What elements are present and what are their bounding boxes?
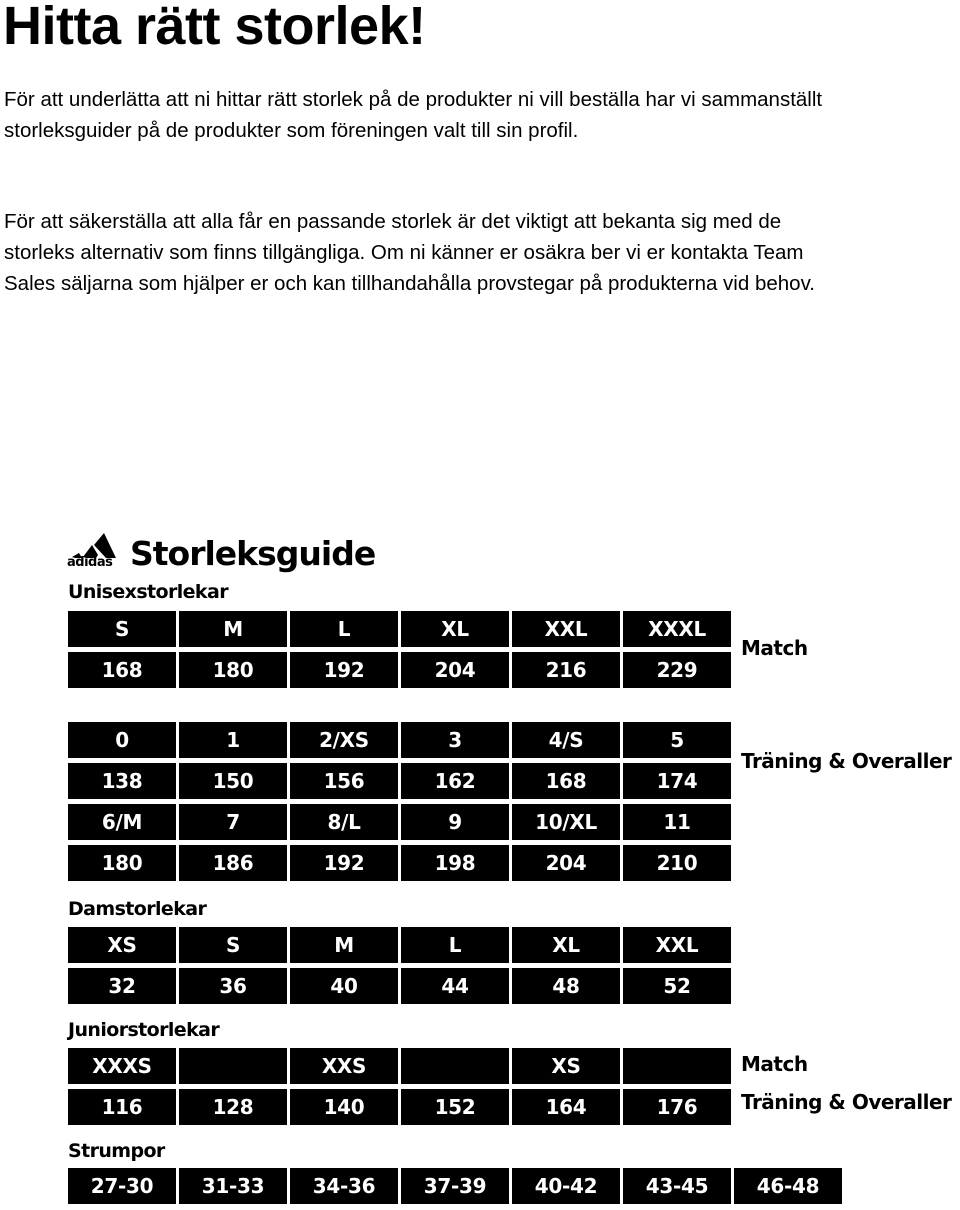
size-cell: 6/M (68, 804, 176, 840)
unisex-training-label: Träning & Overaller (741, 749, 952, 773)
size-cell: 32 (68, 968, 176, 1004)
size-cell: 156 (290, 763, 398, 799)
section-heading-unisex: Unisexstorlekar (68, 581, 228, 603)
size-cell: L (290, 611, 398, 647)
size-cell: 204 (512, 845, 620, 881)
size-cell: 8/L (290, 804, 398, 840)
size-cell: 52 (623, 968, 731, 1004)
size-cell: 168 (512, 763, 620, 799)
size-cell: 210 (623, 845, 731, 881)
size-cell: 9 (401, 804, 509, 840)
size-cell: XL (512, 927, 620, 963)
junior-table (68, 1048, 731, 1125)
intro-paragraph: För att underlätta att ni hittar rätt storlek på de produkter ni vill beställa har vi sammanställt storleksguider på de produkter som föreningen valt till sin profil. (4, 88, 823, 142)
dam-table (68, 927, 731, 1004)
size-cell: XL (401, 611, 509, 647)
size-cell: 10/XL (512, 804, 620, 840)
size-cell: 174 (623, 763, 731, 799)
section-heading-dam: Damstorlekar (68, 898, 207, 920)
size-cell: 43-45 (623, 1168, 731, 1204)
size-cell: XXS (290, 1048, 398, 1084)
junior-training-label: Träning & Overaller (741, 1090, 952, 1114)
size-cell: 36 (179, 968, 287, 1004)
size-cell (401, 1048, 509, 1084)
size-cell: 5 (623, 722, 731, 758)
size-cell: 44 (401, 968, 509, 1004)
size-cell: XXXL (623, 611, 731, 647)
size-cell: 40-42 (512, 1168, 620, 1204)
unisex-match-label: Match (741, 636, 808, 660)
section-heading-junior: Juniorstorlekar (68, 1019, 220, 1041)
size-cell: 31-33 (179, 1168, 287, 1204)
size-cell: 180 (68, 845, 176, 881)
logo-wordmark: adidas (67, 555, 113, 570)
size-cell: 192 (290, 652, 398, 688)
size-cell: 116 (68, 1089, 176, 1125)
size-cell: 27-30 (68, 1168, 176, 1204)
size-cell: 3 (401, 722, 509, 758)
size-cell: 4/S (512, 722, 620, 758)
size-cell (623, 1048, 731, 1084)
size-cell: 180 (179, 652, 287, 688)
unisex-match-table (68, 611, 731, 688)
size-cell: 34-36 (290, 1168, 398, 1204)
page-title: Hitta rätt storlek! (3, 0, 426, 56)
size-cell: 2/XS (290, 722, 398, 758)
size-cell: 138 (68, 763, 176, 799)
size-cell: XXL (623, 927, 731, 963)
size-cell: 216 (512, 652, 620, 688)
size-cell: S (68, 611, 176, 647)
size-cell: 46-48 (734, 1168, 842, 1204)
size-cell: 192 (290, 845, 398, 881)
size-cell: 186 (179, 845, 287, 881)
size-cell: XS (512, 1048, 620, 1084)
size-cell: 176 (623, 1089, 731, 1125)
size-cell: 48 (512, 968, 620, 1004)
size-cell: 11 (623, 804, 731, 840)
size-cell: 37-39 (401, 1168, 509, 1204)
size-cell: L (401, 927, 509, 963)
size-cell: XS (68, 927, 176, 963)
size-cell: S (179, 927, 287, 963)
guide-title: Storleksguide (130, 534, 376, 573)
size-cell: 150 (179, 763, 287, 799)
socks-table (68, 1168, 842, 1204)
size-cell: 1 (179, 722, 287, 758)
size-cell: XXXS (68, 1048, 176, 1084)
size-cell: 229 (623, 652, 731, 688)
size-cell: 164 (512, 1089, 620, 1125)
size-cell: M (179, 611, 287, 647)
info-paragraph: För att säkerställa att alla får en passande storlek är det viktigt att bekanta sig med de storleks alternativ som finns tillgängliga. Om ni känner er osäkra ber vi er kontakta Team Sales säljarna som hjälper er och kan tillhandahålla provstegar på produkterna vid behov. (4, 210, 815, 295)
size-cell: 7 (179, 804, 287, 840)
size-cell: M (290, 927, 398, 963)
size-cell: 204 (401, 652, 509, 688)
size-cell: 128 (179, 1089, 287, 1125)
section-heading-socks: Strumpor (68, 1140, 165, 1162)
size-cell: 140 (290, 1089, 398, 1125)
size-cell: XXL (512, 611, 620, 647)
size-cell: 162 (401, 763, 509, 799)
junior-match-label: Match (741, 1052, 808, 1076)
size-cell: 198 (401, 845, 509, 881)
size-cell: 40 (290, 968, 398, 1004)
unisex-training-table (68, 722, 731, 881)
size-cell (179, 1048, 287, 1084)
size-cell: 152 (401, 1089, 509, 1125)
size-cell: 168 (68, 652, 176, 688)
size-cell: 0 (68, 722, 176, 758)
